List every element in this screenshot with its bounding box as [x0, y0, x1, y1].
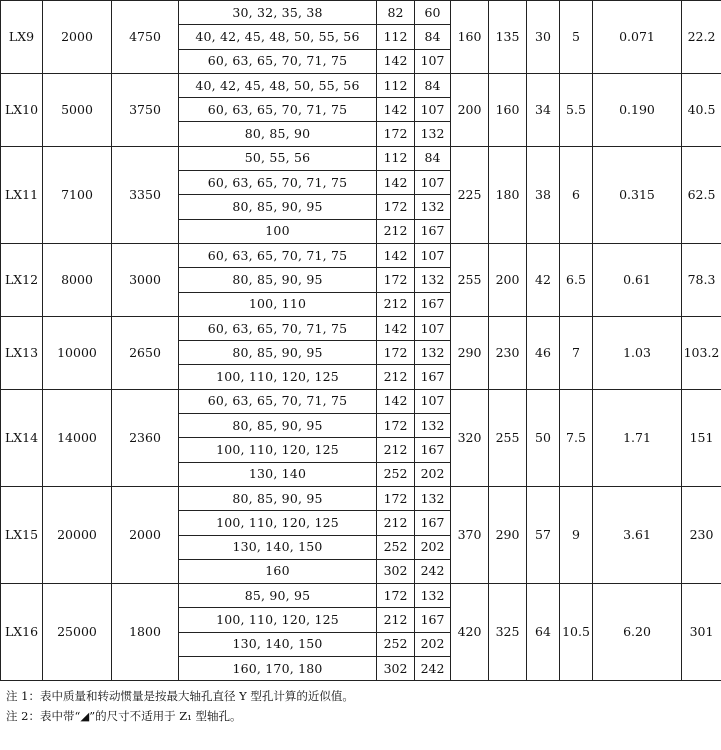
- model-cell: LX11: [1, 146, 43, 243]
- outer-diameter-cell: 320: [451, 389, 489, 486]
- table-row: [1, 389, 721, 413]
- hub-length-cell: 212: [377, 365, 415, 389]
- torque-cell: 8000: [43, 243, 112, 316]
- speed-cell: 3750: [112, 73, 179, 146]
- inertia-cell: 6.20: [593, 584, 682, 681]
- note-2: 注 2：表中带“◢”的尺寸不适用于 Z₁ 型轴孔。: [6, 709, 242, 723]
- hub-length-cell: 172: [377, 341, 415, 365]
- speed-cell: 2000: [112, 486, 179, 583]
- bore-diameter-cell: 30, 32, 35, 38: [179, 1, 377, 25]
- torque-cell: 10000: [43, 316, 112, 389]
- table-row: [1, 243, 721, 267]
- speed-cell: 4750: [112, 1, 179, 74]
- hub-length-cell: 142: [377, 98, 415, 122]
- width-cell: 30: [527, 1, 560, 74]
- table-row: [1, 316, 721, 340]
- hub-length-short-cell: 132: [415, 268, 451, 292]
- hub-length-short-cell: 202: [415, 535, 451, 559]
- hub-length-cell: 172: [377, 414, 415, 438]
- bore-diameter-cell: 100, 110, 120, 125: [179, 511, 377, 535]
- model-cell: LX14: [1, 389, 43, 486]
- bore-diameter-cell: 100, 110, 120, 125: [179, 365, 377, 389]
- hub-length-cell: 172: [377, 195, 415, 219]
- gap-cell: 10.5: [560, 584, 593, 681]
- width-cell: 64: [527, 584, 560, 681]
- inertia-cell: 0.190: [593, 73, 682, 146]
- hub-length-cell: 142: [377, 389, 415, 413]
- torque-cell: 2000: [43, 1, 112, 74]
- model-cell: LX10: [1, 73, 43, 146]
- hub-length-short-cell: 132: [415, 195, 451, 219]
- bore-diameter-cell: 60, 63, 65, 70, 71, 75: [179, 171, 377, 195]
- hub-length-short-cell: 167: [415, 608, 451, 632]
- hub-length-short-cell: 167: [415, 219, 451, 243]
- hub-length-short-cell: 132: [415, 414, 451, 438]
- hub-diameter-cell: 290: [489, 486, 527, 583]
- bore-diameter-cell: 60, 63, 65, 70, 71, 75: [179, 98, 377, 122]
- hub-diameter-cell: 230: [489, 316, 527, 389]
- note-1: 注 1：表中质量和转动惯量是按最大轴孔直径 Y 型孔计算的近似值。: [6, 689, 354, 703]
- bore-diameter-cell: 100, 110, 120, 125: [179, 438, 377, 462]
- inertia-cell: 1.03: [593, 316, 682, 389]
- torque-cell: 7100: [43, 146, 112, 243]
- hub-length-cell: 212: [377, 292, 415, 316]
- speed-cell: 2650: [112, 316, 179, 389]
- mass-cell: 40.5: [682, 73, 721, 146]
- hub-length-cell: 142: [377, 171, 415, 195]
- bore-diameter-cell: 160: [179, 559, 377, 583]
- bore-diameter-cell: 80, 85, 90, 95: [179, 268, 377, 292]
- model-cell: LX9: [1, 1, 43, 74]
- hub-length-cell: 142: [377, 49, 415, 73]
- torque-cell: 20000: [43, 486, 112, 583]
- bore-diameter-cell: 60, 63, 65, 70, 71, 75: [179, 316, 377, 340]
- hub-length-short-cell: 167: [415, 511, 451, 535]
- hub-length-cell: 172: [377, 584, 415, 608]
- gap-cell: 7.5: [560, 389, 593, 486]
- hub-length-short-cell: 202: [415, 632, 451, 656]
- hub-length-short-cell: 132: [415, 341, 451, 365]
- width-cell: 34: [527, 73, 560, 146]
- width-cell: 46: [527, 316, 560, 389]
- bore-diameter-cell: 80, 85, 90: [179, 122, 377, 146]
- hub-length-cell: 252: [377, 462, 415, 486]
- bore-diameter-cell: 80, 85, 90, 95: [179, 486, 377, 510]
- hub-diameter-cell: 200: [489, 243, 527, 316]
- bore-diameter-cell: 80, 85, 90, 95: [179, 341, 377, 365]
- hub-length-cell: 142: [377, 243, 415, 267]
- bore-diameter-cell: 50, 55, 56: [179, 146, 377, 170]
- hub-length-cell: 252: [377, 632, 415, 656]
- outer-diameter-cell: 370: [451, 486, 489, 583]
- hub-length-cell: 212: [377, 511, 415, 535]
- width-cell: 50: [527, 389, 560, 486]
- bore-diameter-cell: 160, 170, 180: [179, 657, 377, 681]
- gap-cell: 9: [560, 486, 593, 583]
- hub-length-short-cell: 107: [415, 389, 451, 413]
- hub-diameter-cell: 180: [489, 146, 527, 243]
- bore-diameter-cell: 40, 42, 45, 48, 50, 55, 56: [179, 73, 377, 97]
- speed-cell: 3350: [112, 146, 179, 243]
- hub-length-short-cell: 202: [415, 462, 451, 486]
- gap-cell: 5.5: [560, 73, 593, 146]
- bore-diameter-cell: 85, 90, 95: [179, 584, 377, 608]
- hub-diameter-cell: 325: [489, 584, 527, 681]
- hub-length-short-cell: 242: [415, 657, 451, 681]
- width-cell: 57: [527, 486, 560, 583]
- outer-diameter-cell: 160: [451, 1, 489, 74]
- hub-length-short-cell: 107: [415, 98, 451, 122]
- hub-length-cell: 252: [377, 535, 415, 559]
- hub-length-short-cell: 84: [415, 73, 451, 97]
- hub-length-short-cell: 107: [415, 316, 451, 340]
- table-row: [1, 486, 721, 510]
- speed-cell: 3000: [112, 243, 179, 316]
- hub-length-short-cell: 107: [415, 243, 451, 267]
- hub-length-cell: 112: [377, 25, 415, 49]
- mass-cell: 62.5: [682, 146, 721, 243]
- hub-length-short-cell: 107: [415, 171, 451, 195]
- hub-length-short-cell: 242: [415, 559, 451, 583]
- table-row: [1, 1, 721, 25]
- bore-diameter-cell: 100, 110, 120, 125: [179, 608, 377, 632]
- hub-length-cell: 82: [377, 1, 415, 25]
- speed-cell: 2360: [112, 389, 179, 486]
- hub-length-short-cell: 60: [415, 1, 451, 25]
- hub-length-cell: 302: [377, 657, 415, 681]
- outer-diameter-cell: 255: [451, 243, 489, 316]
- mass-cell: 22.2: [682, 1, 721, 74]
- hub-length-short-cell: 167: [415, 365, 451, 389]
- mass-cell: 78.3: [682, 243, 721, 316]
- bore-diameter-cell: 100: [179, 219, 377, 243]
- mass-cell: 151: [682, 389, 721, 486]
- bore-diameter-cell: 60, 63, 65, 70, 71, 75: [179, 389, 377, 413]
- model-cell: LX13: [1, 316, 43, 389]
- hub-length-cell: 112: [377, 146, 415, 170]
- inertia-cell: 0.071: [593, 1, 682, 74]
- outer-diameter-cell: 420: [451, 584, 489, 681]
- hub-length-cell: 172: [377, 486, 415, 510]
- hub-length-short-cell: 84: [415, 146, 451, 170]
- outer-diameter-cell: 290: [451, 316, 489, 389]
- gap-cell: 6.5: [560, 243, 593, 316]
- gap-cell: 6: [560, 146, 593, 243]
- hub-diameter-cell: 255: [489, 389, 527, 486]
- hub-length-short-cell: 167: [415, 438, 451, 462]
- outer-diameter-cell: 225: [451, 146, 489, 243]
- width-cell: 42: [527, 243, 560, 316]
- bore-diameter-cell: 60, 63, 65, 70, 71, 75: [179, 49, 377, 73]
- torque-cell: 5000: [43, 73, 112, 146]
- hub-length-short-cell: 132: [415, 486, 451, 510]
- table-row: [1, 146, 721, 170]
- hub-length-cell: 212: [377, 608, 415, 632]
- hub-length-cell: 172: [377, 122, 415, 146]
- inertia-cell: 0.61: [593, 243, 682, 316]
- torque-cell: 14000: [43, 389, 112, 486]
- bore-diameter-cell: 130, 140, 150: [179, 535, 377, 559]
- table-row: [1, 584, 721, 608]
- table-notes: [6, 686, 354, 726]
- hub-length-cell: 212: [377, 219, 415, 243]
- hub-length-short-cell: 107: [415, 49, 451, 73]
- bore-diameter-cell: 60, 63, 65, 70, 71, 75: [179, 243, 377, 267]
- hub-length-short-cell: 132: [415, 584, 451, 608]
- inertia-cell: 0.315: [593, 146, 682, 243]
- hub-length-cell: 172: [377, 268, 415, 292]
- bore-diameter-cell: 130, 140, 150: [179, 632, 377, 656]
- speed-cell: 1800: [112, 584, 179, 681]
- table-row: [1, 73, 721, 97]
- gap-cell: 7: [560, 316, 593, 389]
- outer-diameter-cell: 200: [451, 73, 489, 146]
- gap-cell: 5: [560, 1, 593, 74]
- bore-diameter-cell: 130, 140: [179, 462, 377, 486]
- model-cell: LX12: [1, 243, 43, 316]
- mass-cell: 301: [682, 584, 721, 681]
- hub-length-cell: 302: [377, 559, 415, 583]
- inertia-cell: 3.61: [593, 486, 682, 583]
- hub-length-cell: 212: [377, 438, 415, 462]
- inertia-cell: 1.71: [593, 389, 682, 486]
- bore-diameter-cell: 80, 85, 90, 95: [179, 195, 377, 219]
- hub-length-short-cell: 132: [415, 122, 451, 146]
- hub-diameter-cell: 160: [489, 73, 527, 146]
- model-cell: LX16: [1, 584, 43, 681]
- width-cell: 38: [527, 146, 560, 243]
- hub-length-short-cell: 167: [415, 292, 451, 316]
- bore-diameter-cell: 80, 85, 90, 95: [179, 414, 377, 438]
- mass-cell: 230: [682, 486, 721, 583]
- mass-cell: 103.2: [682, 316, 721, 389]
- hub-length-cell: 142: [377, 316, 415, 340]
- hub-length-short-cell: 84: [415, 25, 451, 49]
- bore-diameter-cell: 40, 42, 45, 48, 50, 55, 56: [179, 25, 377, 49]
- model-cell: LX15: [1, 486, 43, 583]
- torque-cell: 25000: [43, 584, 112, 681]
- hub-length-cell: 112: [377, 73, 415, 97]
- bore-diameter-cell: 100, 110: [179, 292, 377, 316]
- hub-diameter-cell: 135: [489, 1, 527, 74]
